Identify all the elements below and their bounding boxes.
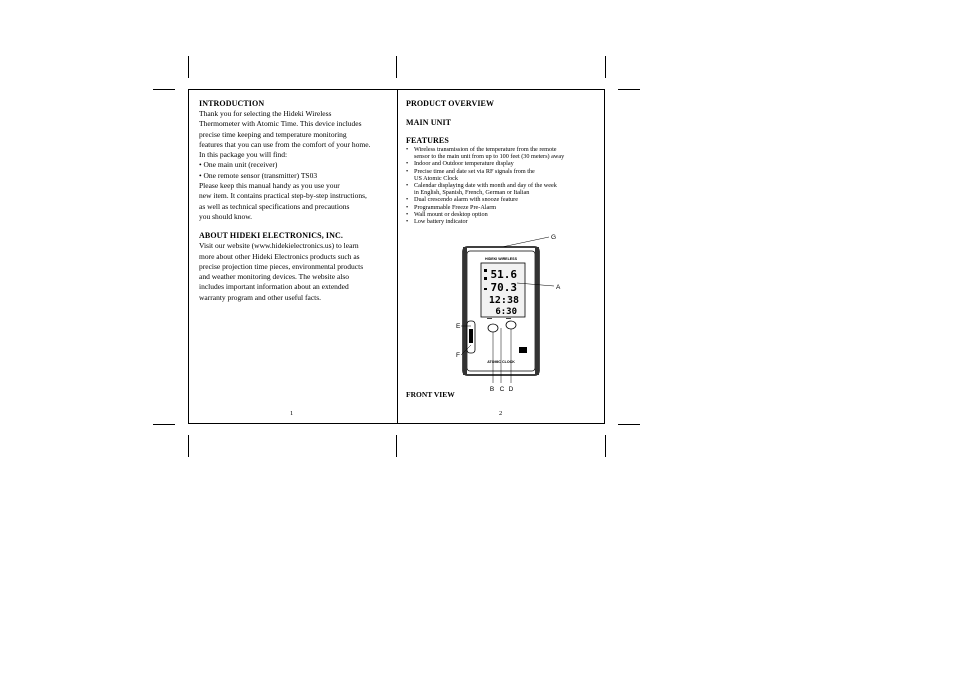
- about-line: warranty program and other useful facts.: [199, 292, 322, 302]
- crop-mark: [605, 435, 606, 457]
- brand-label: HIDEKI WIRELESS: [485, 257, 517, 261]
- crop-mark: [618, 424, 640, 425]
- main-unit-heading: MAIN UNIT: [406, 118, 452, 127]
- about-line: precise projection time pieces, environmental products: [199, 261, 364, 271]
- lcd-time: 12:38: [488, 295, 519, 306]
- features-heading: FEATURES: [406, 136, 449, 145]
- atomic-clock-label: ATOMIC CLOCK: [487, 360, 515, 364]
- about-line: Visit our website (www.hidekielectronics.us) to learn: [199, 241, 359, 251]
- callout-f: F: [456, 352, 460, 359]
- switch-d: [519, 347, 527, 353]
- page-divider: [397, 90, 398, 423]
- page-1: [199, 99, 393, 303]
- about-text: [199, 241, 393, 303]
- intro-line: features that you can use from the comfort of your home.: [199, 139, 371, 149]
- crop-mark: [605, 56, 606, 78]
- feature-item: • Wall mount or desktop option: [406, 211, 598, 218]
- intro-line: precise time keeping and temperature monitoring: [199, 129, 347, 139]
- about-line: includes important information about an extended: [199, 282, 349, 292]
- intro-line: you should know.: [199, 211, 253, 221]
- lcd-outdoor-temp: 51.6: [490, 268, 517, 281]
- button-c: [506, 321, 516, 329]
- crop-mark: [396, 435, 397, 457]
- page-number: 1: [290, 410, 294, 417]
- features-list: [406, 146, 598, 225]
- button-b: [488, 324, 498, 332]
- feature-item: • Indoor and Outdoor temperature display: [406, 160, 598, 167]
- intro-line: Thank you for selecting the Hideki Wireless: [199, 109, 332, 118]
- crop-mark: [188, 435, 189, 457]
- lcd-indoor-temp: 70.3: [490, 281, 517, 294]
- page-number: 2: [499, 410, 503, 417]
- feature-item: • Precise time and date set via RF signals from the US Atomic Clock: [406, 168, 598, 182]
- front-view-label: FRONT VIEW: [406, 390, 455, 399]
- product-overview-heading: PRODUCT OVERVIEW: [406, 99, 495, 108]
- intro-line: new item. It contains practical step-by-step instructions,: [199, 191, 367, 201]
- intro-line: Thermometer with Atomic Time. This device includes: [199, 119, 362, 129]
- callout-c: C: [499, 386, 505, 393]
- intro-line: Please keep this manual handy as you use your: [199, 181, 340, 191]
- crop-mark: [396, 56, 397, 78]
- feature-item: • Dual crescendo alarm with snooze feature: [406, 196, 598, 203]
- callout-e: E: [456, 323, 461, 330]
- callout-g: G: [551, 234, 557, 241]
- feature-item: • Wireless transmission of the temperature from the remote sensor to the main unit from up to 100 feet (30 meters) away: [406, 146, 598, 160]
- introduction-text: [199, 109, 393, 222]
- intro-line: • One remote sensor (transmitter) TS03: [199, 170, 318, 180]
- callout-b: B: [489, 386, 495, 393]
- manual-spread: [188, 89, 605, 424]
- crop-mark: [188, 56, 189, 78]
- about-line: and weather monitoring devices. The website also: [199, 272, 350, 282]
- callout-a: A: [556, 284, 561, 291]
- svg-text:▬▬: ▬▬: [487, 317, 492, 320]
- feature-item: • Calendar displaying date with month and day of the week in English, Spanish, French, German or Italian: [406, 182, 598, 196]
- feature-item: • Low battery indicator: [406, 218, 598, 225]
- about-line: more about other Hideki Electronics products such as: [199, 251, 360, 261]
- crop-mark: [153, 89, 175, 90]
- svg-text:▬▬: ▬▬: [506, 317, 511, 320]
- callout-d: D: [508, 386, 514, 393]
- intro-line: as well as technical specifications and precautions: [199, 201, 350, 211]
- crop-mark: [618, 89, 640, 90]
- intro-line: • One main unit (receiver): [199, 160, 278, 170]
- about-heading: ABOUT HIDEKI ELECTRONICS, INC.: [199, 231, 343, 241]
- intro-line: In this package you will find:: [199, 150, 288, 160]
- introduction-heading: INTRODUCTION: [199, 99, 265, 108]
- page-2: [406, 99, 598, 225]
- crop-mark: [153, 424, 175, 425]
- main-unit-front-view-figure: [439, 233, 609, 393]
- feature-item: • Programmable Freeze Pre-Alarm: [406, 204, 598, 211]
- lcd-alarm-time: 6:30: [495, 307, 517, 317]
